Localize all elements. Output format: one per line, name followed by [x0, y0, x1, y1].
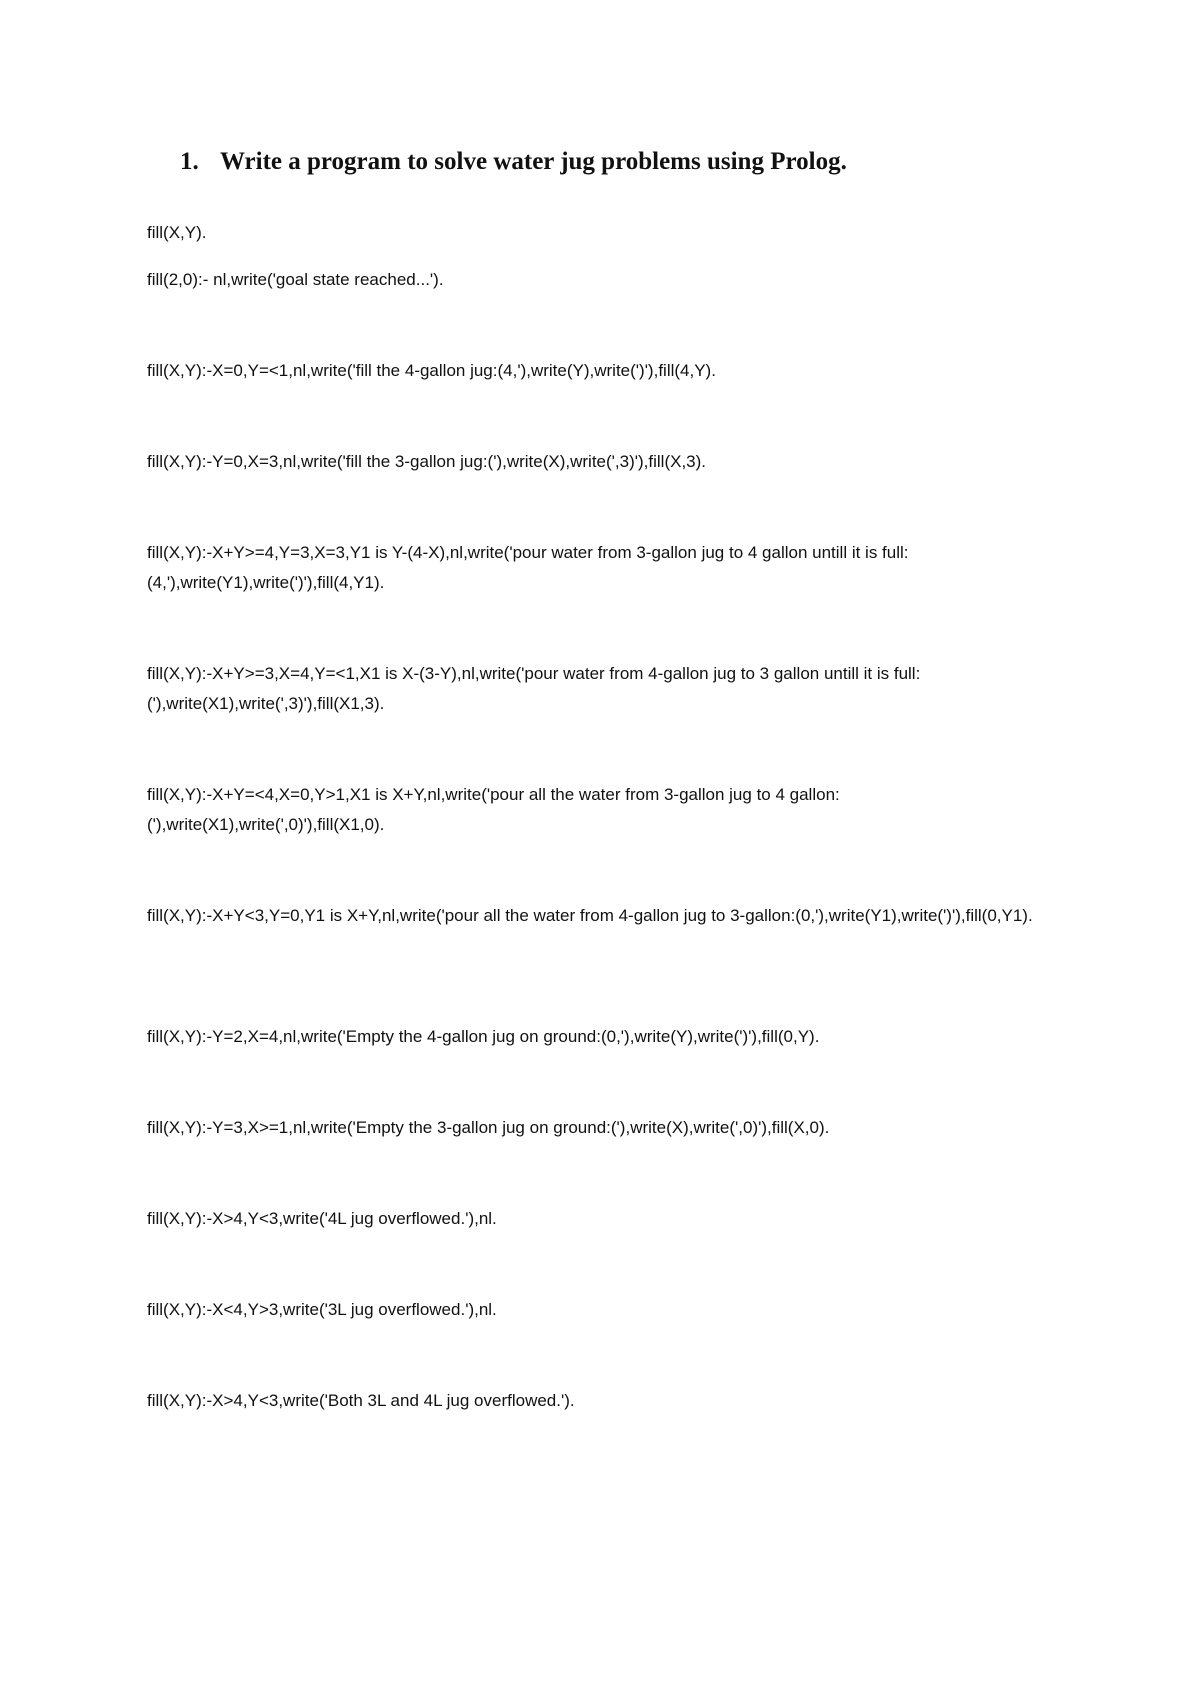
- code-line-overflow-3: fill(X,Y):-X<4,Y>3,write('3L jug overflowed.'),nl.: [147, 1300, 497, 1319]
- code-line-overflow-both: fill(X,Y):-X>4,Y<3,write('Both 3L and 4L jug overflowed.').: [147, 1391, 575, 1410]
- heading-number: 1.: [180, 148, 199, 175]
- code-line-fill-3: fill(X,Y):-Y=0,X=3,nl,write('fill the 3-gallon jug:('),write(X),write(',3)'),fill(X,3).: [147, 452, 707, 471]
- code-line-goal: fill(2,0):- nl,write('goal state reached...').: [147, 270, 444, 289]
- code-line-pour-4-to-3: fill(X,Y):-X+Y>=3,X=4,Y=<1,X1 is X-(3-Y),nl,write('pour water from 4-gallon jug to 3 gallon untill it is full:('),write(X1),write(',3)'),fill(X1,3).: [147, 664, 921, 713]
- page-heading: [180, 145, 1080, 179]
- code-line-pour-all-4-to-3: fill(X,Y):-X+Y<3,Y=0,Y1 is X+Y,nl,write('pour all the water from 4-gallon jug to 3-gallon:(0,'),write(Y1),write(')'),fill(0,Y1).: [147, 906, 1033, 925]
- code-line-fact: fill(X,Y).: [147, 223, 207, 242]
- code-line-pour-all-3-to-4: fill(X,Y):-X+Y=<4,X=0,Y>1,X1 is X+Y,nl,write('pour all the water from 3-gallon jug to 4 gallon:('),write(X1),write(',0)'),fill(X1,0).: [147, 785, 840, 834]
- code-line-empty-4: fill(X,Y):-Y=2,X=4,nl,write('Empty the 4-gallon jug on ground:(0,'),write(Y),write(')'),fill(0,Y).: [147, 1027, 820, 1046]
- code-line-pour-3-to-4: fill(X,Y):-X+Y>=4,Y=3,X=3,Y1 is Y-(4-X),nl,write('pour water from 3-gallon jug to 4 gallon untill it is full:(4,'),write(Y1),write(')'),fill(4,Y1).: [147, 543, 909, 592]
- heading-text: Write a program to solve water jug problems using Prolog.: [220, 148, 847, 175]
- code-line-fill-4: fill(X,Y):-X=0,Y=<1,nl,write('fill the 4-gallon jug:(4,'),write(Y),write(')'),fill(4,Y).: [147, 361, 716, 380]
- code-line-empty-3: fill(X,Y):-Y=3,X>=1,nl,write('Empty the 3-gallon jug on ground:('),write(X),write(',0)'),fill(X,0).: [147, 1118, 830, 1137]
- code-line-overflow-4: fill(X,Y):-X>4,Y<3,write('4L jug overflowed.'),nl.: [147, 1209, 497, 1228]
